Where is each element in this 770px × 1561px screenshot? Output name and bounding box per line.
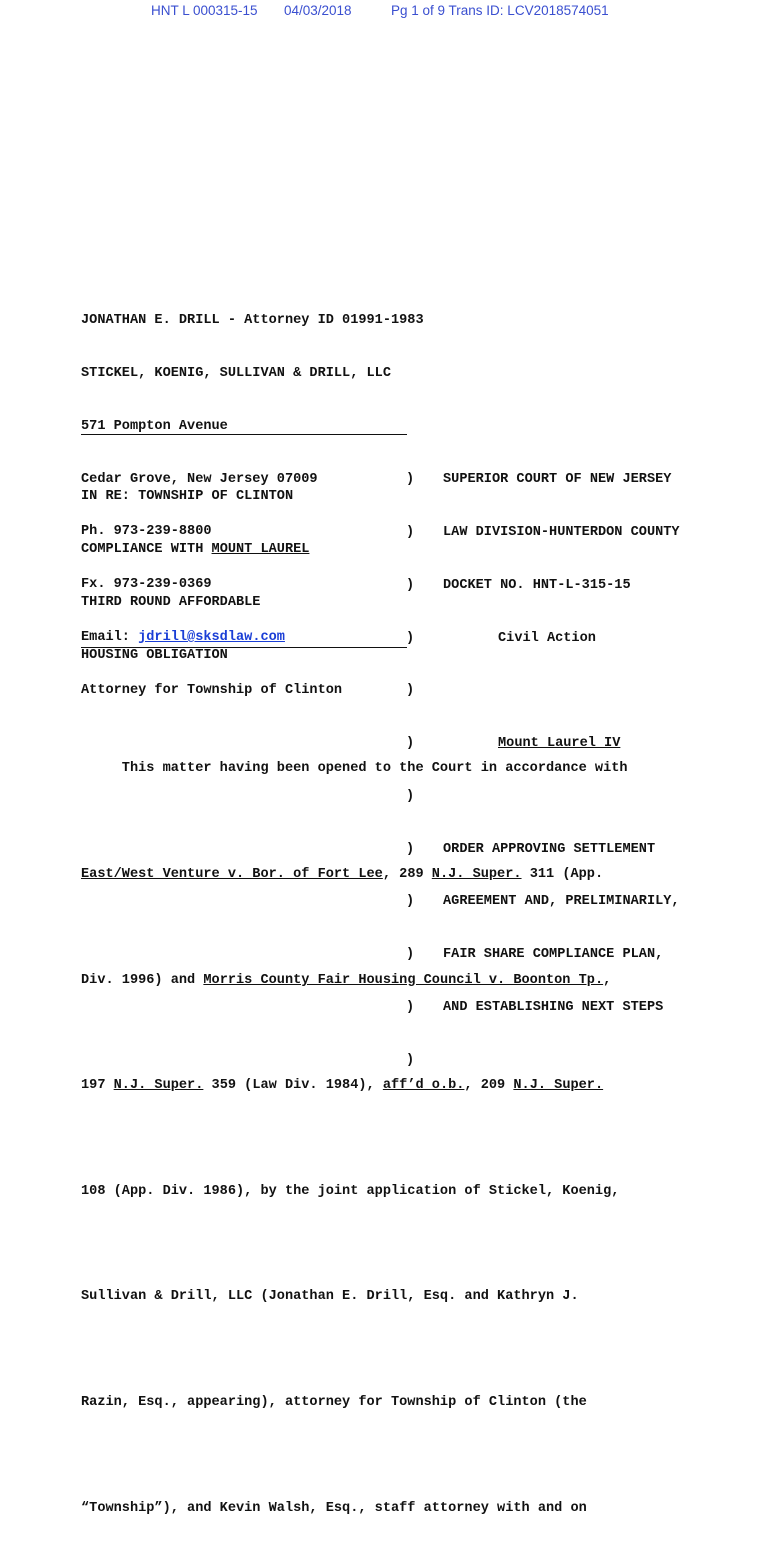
body-line-4 — [81, 1068, 628, 1103]
reporter-citation: N.J. Super. — [513, 1078, 604, 1094]
caption-left-line-2 — [81, 541, 309, 559]
caption-left — [81, 453, 309, 682]
caption-left-line-4: HOUSING OBLIGATION — [81, 647, 228, 663]
fax-line: Fx. 973-239-0369 — [81, 577, 212, 593]
caption-top-rule — [81, 434, 407, 435]
filing-docket: HNT L 000315-15 — [151, 3, 258, 18]
body-line-4-mid: 359 (Law Div. 1984), — [203, 1078, 383, 1094]
paren: ) — [406, 1052, 415, 1068]
order-title-line-4: AND ESTABLISHING NEXT STEPS — [443, 1000, 664, 1015]
body-line-6: Sullivan & Drill, LLC (Jonathan E. Drill, Esq. and Kathryn J. — [81, 1289, 579, 1305]
body-line-2-end: 311 (App. — [521, 867, 604, 882]
street-address-line: 571 Pompton Avenue — [81, 418, 228, 434]
order-body — [81, 681, 628, 1561]
represents-line: Attorney for Township of Clinton — [81, 682, 343, 698]
caption-left-line-1: IN RE: TOWNSHIP OF CLINTON — [81, 489, 294, 505]
paren: ) — [406, 1000, 415, 1015]
paren: ) — [406, 947, 415, 963]
body-line-5: 108 (App. Div. 1986), by the joint application of Stickel, Koenig, — [81, 1183, 620, 1199]
court-division: LAW DIVISION-HUNTERDON COUNTY — [443, 524, 680, 540]
docket-number: DOCKET NO. HNT-L-315-15 — [443, 577, 631, 593]
body-line-7: Razin, Esq., appearing), attorney for Township of Clinton (the — [81, 1394, 587, 1410]
paren: ) — [406, 577, 415, 593]
firm-name-line: STICKEL, KOENIG, SULLIVAN & DRILL, LLC — [81, 365, 391, 381]
mount-laurel-underlined: MOUNT LAUREL — [211, 541, 310, 557]
order-title-line-2: AGREEMENT AND, PRELIMINARILY, — [443, 894, 680, 910]
phone-line: Ph. 973-239-8800 — [81, 524, 212, 540]
body-line-2-mid: , 289 — [382, 867, 432, 882]
email-link[interactable]: jdrill@sksdlaw.com — [138, 629, 285, 645]
paren: ) — [406, 841, 415, 857]
filing-header — [0, 3, 770, 23]
body-line-4-mid2: , 209 — [464, 1078, 514, 1094]
paren: ) — [406, 788, 415, 804]
order-title-line-1: ORDER APPROVING SETTLEMENT — [443, 841, 656, 857]
paren: ) — [406, 683, 415, 699]
filing-date: 04/03/2018 — [284, 3, 352, 18]
attorney-name-line: JONATHAN E. DRILL - Attorney ID 01991-1983 — [81, 313, 424, 329]
case-citation-morris-county: Morris County Fair Housing Council v. Boonton Tp. — [203, 972, 604, 988]
paren: ) — [406, 472, 415, 488]
paren: ) — [406, 630, 415, 646]
case-type-label: Mount Laurel IV — [498, 736, 621, 752]
reporter-citation: N.J. Super. — [431, 867, 522, 882]
paren: ) — [406, 894, 415, 910]
body-line-3-start: Div. 1996) and — [81, 972, 204, 988]
reporter-citation: N.J. Super. — [113, 1078, 204, 1094]
paren: ) — [406, 736, 415, 752]
case-citation-east-west: East/West Venture v. Bor. of Fort Lee — [81, 867, 383, 882]
paren: ) — [406, 524, 415, 540]
body-line-2 — [81, 857, 628, 892]
filing-page-info: Pg 1 of 9 Trans ID: LCV2018574051 — [391, 3, 609, 18]
body-line-4-start: 197 — [81, 1078, 114, 1094]
body-line-8: “Township”), and Kevin Walsh, Esq., staff attorney with and on — [81, 1500, 587, 1516]
caption-left-line-2-prefix: COMPLIANCE WITH — [81, 541, 212, 557]
email-label: Email: — [81, 629, 139, 645]
court-name: SUPERIOR COURT OF NEW JERSEY — [443, 472, 672, 488]
body-line-3 — [81, 963, 628, 998]
body-line-3-end: , — [603, 972, 612, 988]
order-title-line-3: FAIR SHARE COMPLIANCE PLAN, — [443, 947, 664, 963]
civil-action-line — [443, 630, 680, 648]
civil-action-label: Civil Action — [498, 630, 596, 646]
caption-left-line-3: THIRD ROUND AFFORDABLE — [81, 594, 261, 610]
body-line-1: This matter having been opened to the Court in accordance with — [81, 761, 628, 777]
city-state-line: Cedar Grove, New Jersey 07009 — [81, 471, 318, 487]
affirmed-citation: aff’d o.b. — [382, 1078, 465, 1094]
